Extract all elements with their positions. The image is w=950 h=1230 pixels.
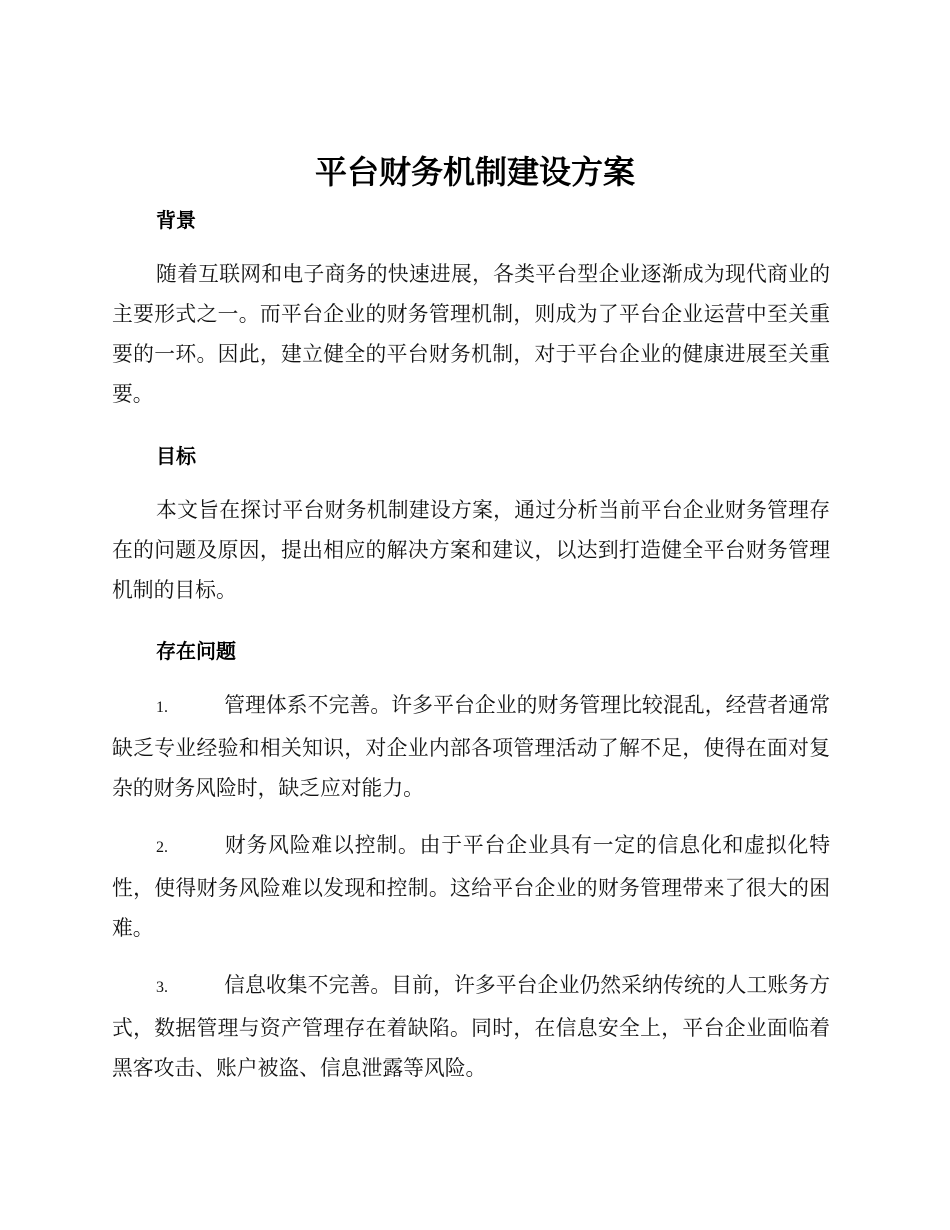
list-item-number: 3. — [156, 979, 168, 996]
list-item — [112, 825, 830, 948]
document-title: 平台财务机制建设方案 — [314, 153, 635, 191]
list-item-number: 2. — [156, 839, 168, 856]
list-item — [112, 685, 830, 808]
section-heading-goal: 目标 — [156, 444, 196, 468]
section-heading-problems: 存在问题 — [156, 639, 236, 663]
list-item-text: 信息收集不完善。目前，许多平台企业仍然采纳传统的人工账务方式，数据管理与资产管理存在着缺陷。同时，在信息安全上，平台企业面临着黑客攻击、账户被盗、信息泄露等风险。 — [112, 973, 830, 1080]
background-paragraph: 随着互联网和电子商务的快速进展，各类平台型企业逐渐成为现代商业的主要形式之一。而平台企业的财务管理机制，则成为了平台企业运营中至关重要的一环。因此，建立健全的平台财务机制，对于平台企业的健康进展至关重要。 — [112, 262, 830, 406]
list-item — [112, 965, 830, 1088]
section-heading-background: 背景 — [156, 208, 196, 232]
goal-paragraph: 本文旨在探讨平台财务机制建设方案，通过分析当前平台企业财务管理存在的问题及原因，提出相应的解决方案和建议，以达到打造健全平台财务管理机制的目标。 — [112, 498, 830, 602]
list-item-number: 1. — [156, 699, 168, 716]
list-item-text: 财务风险难以控制。由于平台企业具有一定的信息化和虚拟化特性，使得财务风险难以发现和控制。这给平台企业的财务管理带来了很大的困难。 — [112, 833, 830, 940]
list-item-text: 管理体系不完善。许多平台企业的财务管理比较混乱，经营者通常缺乏专业经验和相关知识，对企业内部各项管理活动了解不足，使得在面对复杂的财务风险时，缺乏应对能力。 — [112, 693, 830, 800]
